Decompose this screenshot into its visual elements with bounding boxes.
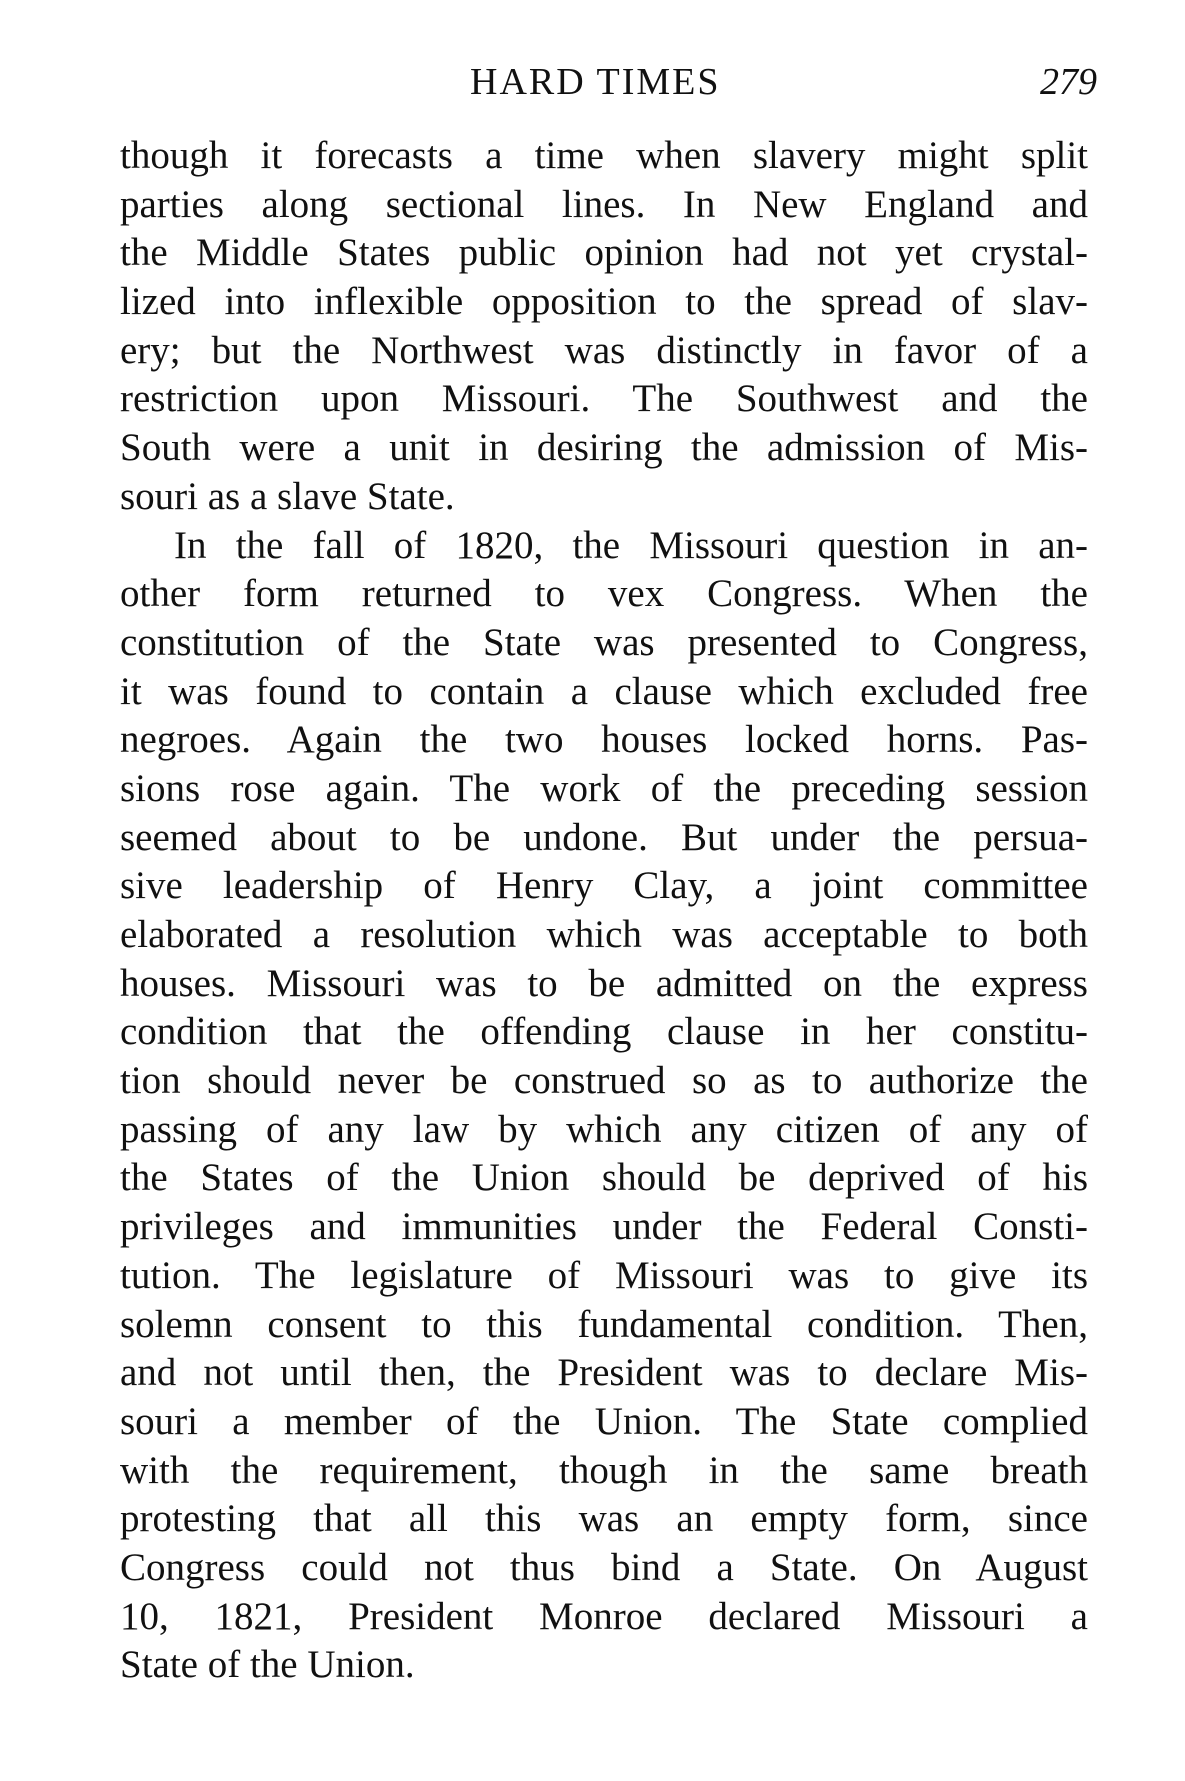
running-head bbox=[0, 52, 1185, 112]
text-line: passing of any law by which any citizen of any of bbox=[120, 1107, 1088, 1151]
text-line: the States of the Union should be deprived of his bbox=[120, 1156, 1088, 1200]
text-line: constitution of the State was presented to Congress, bbox=[120, 620, 1088, 664]
text-line: solemn consent to this fundamental condition. Then, bbox=[120, 1302, 1088, 1346]
text-line: In the fall of 1820, the Missouri question in an- bbox=[174, 523, 1088, 567]
text-line: parties along sectional lines. In New England and bbox=[120, 182, 1088, 226]
text-line: condition that the offending clause in her constitu- bbox=[120, 1010, 1088, 1054]
text-line: other form returned to vex Congress. When the bbox=[120, 572, 1088, 616]
text-line: restriction upon Missouri. The Southwest and the bbox=[120, 377, 1088, 421]
text-line: South were a unit in desiring the admission of Mis- bbox=[120, 426, 1088, 470]
text-line: and not until then, the President was to declare Mis- bbox=[120, 1351, 1088, 1395]
text-line: the Middle States public opinion had not yet crystal- bbox=[120, 231, 1088, 275]
page-number: 279 bbox=[1040, 61, 1097, 103]
text-line: tution. The legislature of Missouri was to give its bbox=[120, 1253, 1088, 1297]
running-title: HARD TIMES bbox=[470, 61, 721, 103]
body-text bbox=[120, 132, 1088, 1690]
text-line: houses. Missouri was to be admitted on the express bbox=[120, 961, 1088, 1005]
paragraph-2 bbox=[120, 522, 1088, 1691]
text-line: souri as a slave State. bbox=[120, 474, 455, 518]
text-line: souri a member of the Union. The State complied bbox=[120, 1399, 1088, 1443]
text-line: privileges and immunities under the Federal Consti- bbox=[120, 1205, 1088, 1249]
text-line: elaborated a resolution which was acceptable to both bbox=[120, 913, 1088, 956]
text-line: tion should never be construed so as to authorize the bbox=[120, 1059, 1088, 1103]
text-line: lized into inflexible opposition to the spread of slav- bbox=[120, 280, 1088, 324]
text-line: protesting that all this was an empty form, since bbox=[120, 1497, 1088, 1541]
text-line: ery; but the Northwest was distinctly in favor of a bbox=[120, 328, 1088, 372]
text-line: with the requirement, though in the same breath bbox=[120, 1448, 1088, 1492]
text-line: 10, 1821, President Monroe declared Missouri a bbox=[120, 1594, 1088, 1638]
paragraph-1 bbox=[120, 132, 1088, 522]
text-line: sions rose again. The work of the preceding session bbox=[120, 766, 1088, 810]
text-line: seemed about to be undone. But under the persua- bbox=[120, 815, 1088, 859]
text-line: Congress could not thus bind a State. On August bbox=[120, 1545, 1088, 1589]
text-line: it was found to contain a clause which excluded free bbox=[120, 669, 1088, 713]
text-line: State of the Union. bbox=[120, 1643, 415, 1687]
text-line: negroes. Again the two houses locked horns. Pas- bbox=[120, 718, 1088, 762]
text-line: sive leadership of Henry Clay, a joint committee bbox=[120, 864, 1088, 908]
text-line: though it forecasts a time when slavery might split bbox=[120, 134, 1088, 177]
